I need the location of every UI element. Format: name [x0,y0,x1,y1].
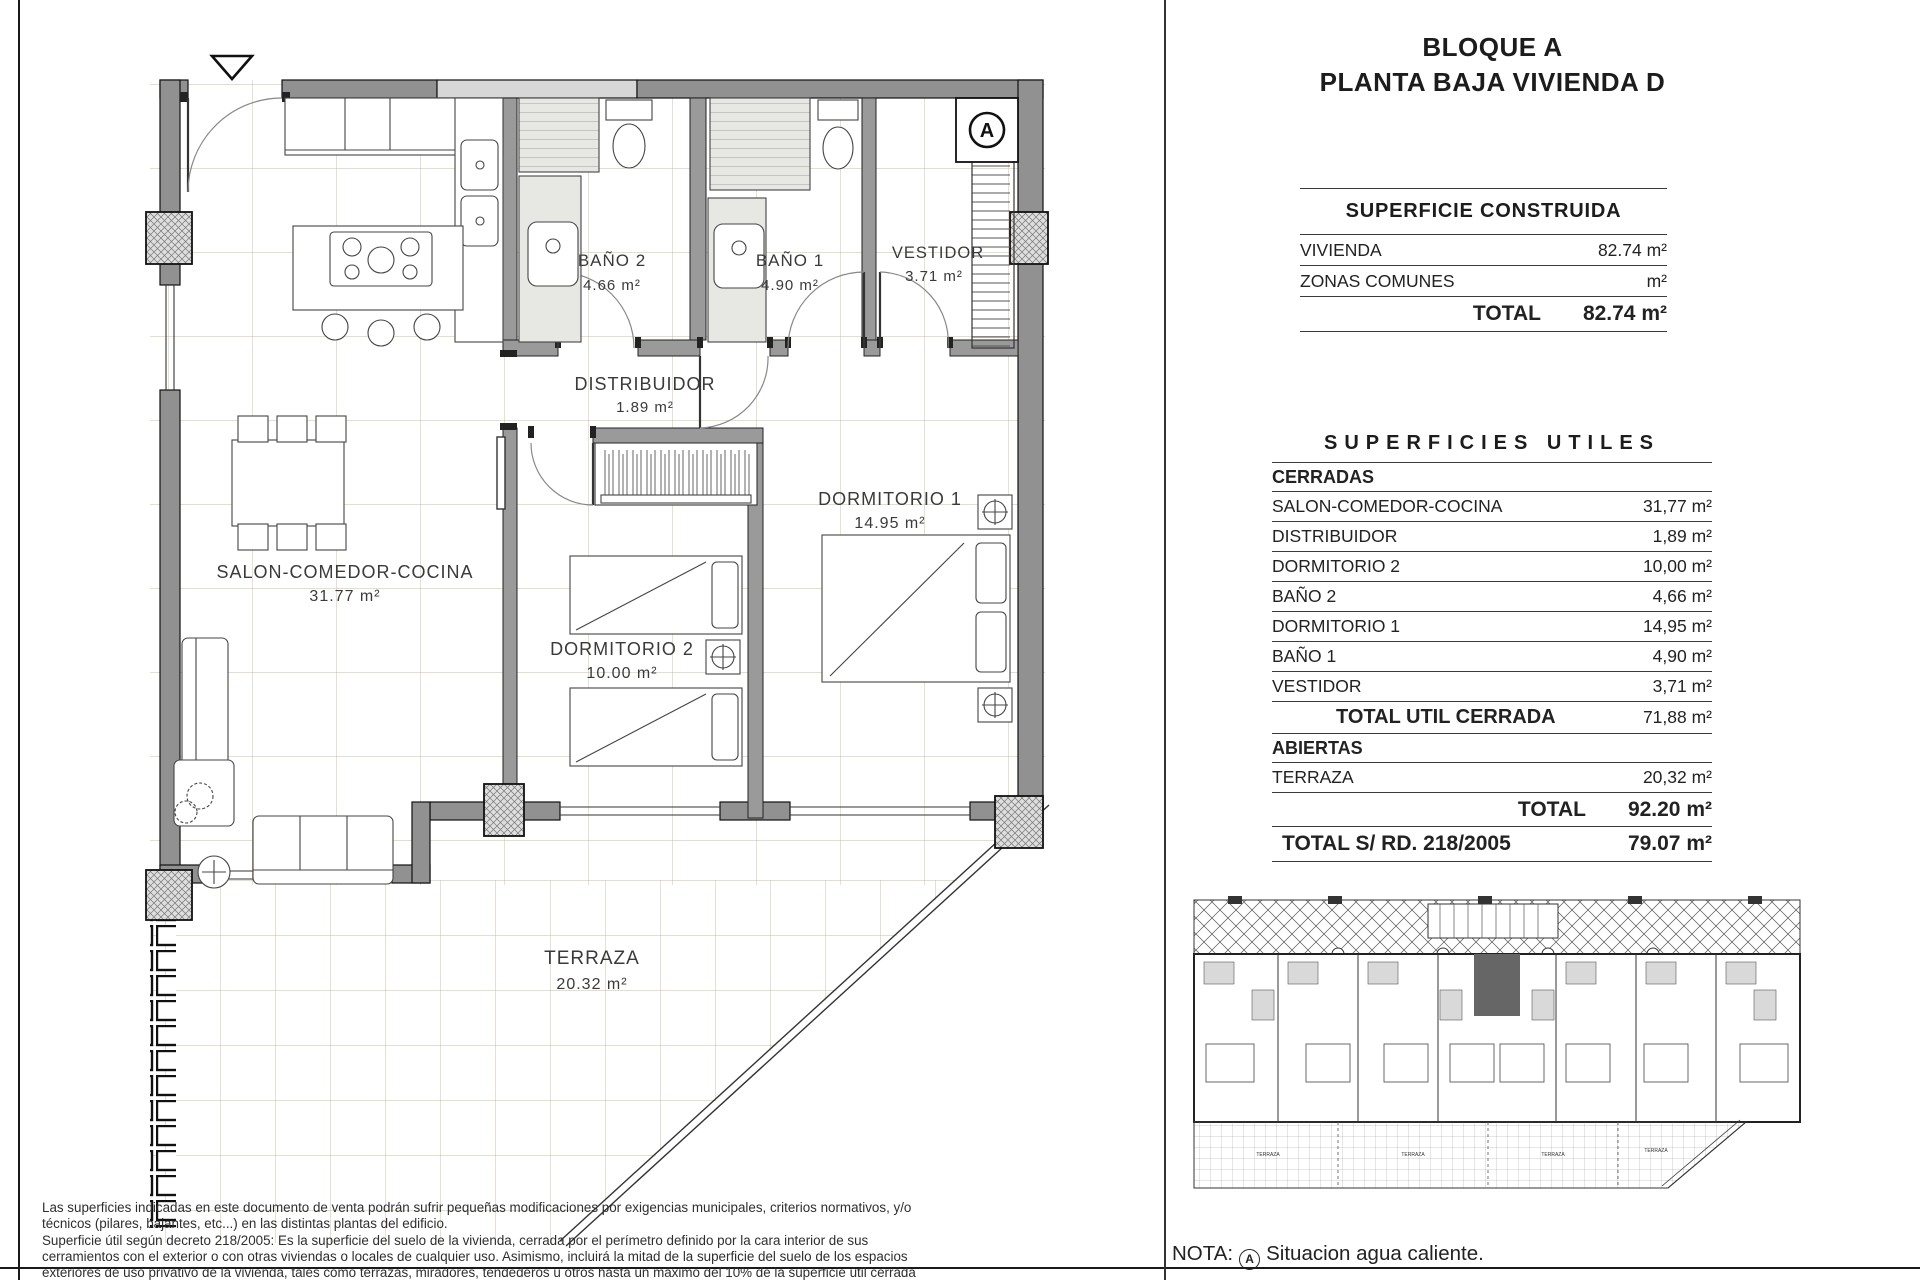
row-value: 14,95 m² [1642,616,1712,636]
circled-a-icon: A [1239,1249,1260,1270]
table-row [1272,612,1712,642]
section-label: ABIERTAS [1272,737,1363,758]
section-row [1272,463,1712,492]
utiles-header: SUPERFICIES UTILES [1272,424,1712,463]
construida-header: SUPERFICIE CONSTRUIDA [1300,188,1667,235]
row-label: VESTIDOR [1272,676,1362,696]
total-rd-row [1272,827,1712,862]
section-row [1272,734,1712,763]
row-value: m² [1646,270,1667,291]
dorm2-furniture [570,443,757,766]
total-value: 82.74 m² [1582,302,1667,325]
row-label: DORMITORIO 1 [1272,616,1401,636]
table-row [1272,642,1712,672]
site-terraces [1194,1120,1746,1188]
site-terraza-label: TERRAZA [1541,1152,1565,1158]
row-value: 20,32 m² [1642,767,1712,787]
subtotal-row [1272,702,1712,734]
total-rd-value: 79.07 m² [1627,832,1712,855]
label-salon: SALON-COMEDOR-COCINA [216,562,474,582]
footnote-line: cerramientos con el exterior o con otras viviendas o locales de cualquier uso. Asimismo, incluirá la mitad de la superficie del suelo de los espacios [42,1249,908,1265]
section-label: CERRADAS [1272,466,1375,487]
row-label: DISTRIBUIDOR [1272,526,1398,546]
label-vestidor: VESTIDOR [891,244,985,262]
total-rd-label: TOTAL S/ RD. 218/2005 [1282,832,1511,855]
row-value: 4,90 m² [1652,646,1712,666]
site-terraza-label: TERRAZA [1256,1152,1280,1158]
superficie-construida-table [1300,188,1667,332]
row-value: 31,77 m² [1642,496,1712,516]
row-label: DORMITORIO 2 [1272,556,1401,576]
site-building [1194,954,1800,1122]
row-value: 82.74 m² [1597,239,1667,260]
table-total-row [1300,297,1667,332]
superficies-utiles-table [1272,424,1712,862]
sheet-title [1165,30,1820,100]
table-row [1272,582,1712,612]
row-label: SALON-COMEDOR-COCINA [1272,496,1503,516]
hot-water-note [1172,1242,1484,1270]
subtotal-value: 71,88 m² [1642,707,1712,727]
label-dorm1: DORMITORIO 1 [818,489,962,509]
label-terraza: TERRAZA [544,948,640,969]
row-label: ZONAS COMUNES [1300,270,1455,291]
table-row [1272,492,1712,522]
panel-divider [1164,0,1166,1280]
site-roof [1194,896,1800,960]
row-label: BAÑO 2 [1272,586,1337,606]
terraza-posts [150,902,176,1228]
label-bano2-area: 4.66 m² [583,277,641,294]
row-value: 3,71 m² [1652,676,1712,696]
hot-water-marker-letter: A [979,120,995,142]
row-label: VIVIENDA [1300,239,1382,260]
entry-arrow-icon [212,56,252,79]
total-label: TOTAL [1517,797,1586,821]
sheet-title-line2: PLANTA BAJA VIVIENDA D [1319,67,1666,98]
total-label: TOTAL [1472,302,1541,325]
label-vestidor-area: 3.71 m² [905,268,963,285]
row-label: BAÑO 1 [1272,646,1337,666]
site-terraza-label: TERRAZA [1401,1152,1425,1158]
note-text: Situacion agua caliente. [1266,1242,1484,1265]
footnote-line: Superficie útil según decreto 218/2005: Es la superficie del suelo de la vivienda, cerrada por el perímetro definido por la cara interior de sus [42,1232,869,1248]
legal-footnotes [42,1200,972,1282]
table-row [1272,552,1712,582]
label-distribuidor: DISTRIBUIDOR [574,374,716,394]
site-terraza-label: TERRAZA [1644,1148,1668,1154]
table-row [1272,763,1712,793]
total-row [1272,793,1712,827]
row-value: 1,89 m² [1652,526,1712,546]
table-row [1300,266,1667,297]
label-bano2: BAÑO 2 [577,251,647,270]
row-label: TERRAZA [1272,767,1354,787]
table-row [1272,522,1712,552]
total-value: 92.20 m² [1627,797,1712,821]
row-value: 4,66 m² [1652,586,1712,606]
label-dorm2: DORMITORIO 2 [550,639,694,659]
site-plan [1188,894,1806,1194]
label-bano1: BAÑO 1 [755,251,825,270]
table-row [1272,672,1712,702]
sheet-title-line1: BLOQUE A [1422,32,1563,62]
note-prefix: NOTA: [1172,1242,1234,1265]
row-value: 10,00 m² [1642,556,1712,576]
footnote-line: técnicos (pilares, bajantes, etc...) en las distintas plantas del edificio. [42,1216,448,1232]
footnote-line: exteriores de uso privativo de la vivienda, tales como terrazas, miradores, tendederos u otros hasta un máximo del 10% de la superficie útil cerrada [42,1265,916,1281]
label-dorm2-area: 10.00 m² [586,665,658,682]
label-dorm1-area: 14.95 m² [854,515,926,532]
label-bano1-area: 4.90 m² [761,277,819,294]
subtotal-label: TOTAL UTIL CERRADA [1336,706,1556,728]
footnote-line: Las superficies indicadas en este documento de venta podrán sufrir pequeñas modificaciones por exigencias municipales, criterios normativos, y/o [42,1200,912,1215]
label-terraza-area: 20.32 m² [556,976,628,993]
table-row [1300,235,1667,266]
label-salon-area: 31.77 m² [309,588,381,605]
label-distribuidor-area: 1.89 m² [616,399,674,416]
